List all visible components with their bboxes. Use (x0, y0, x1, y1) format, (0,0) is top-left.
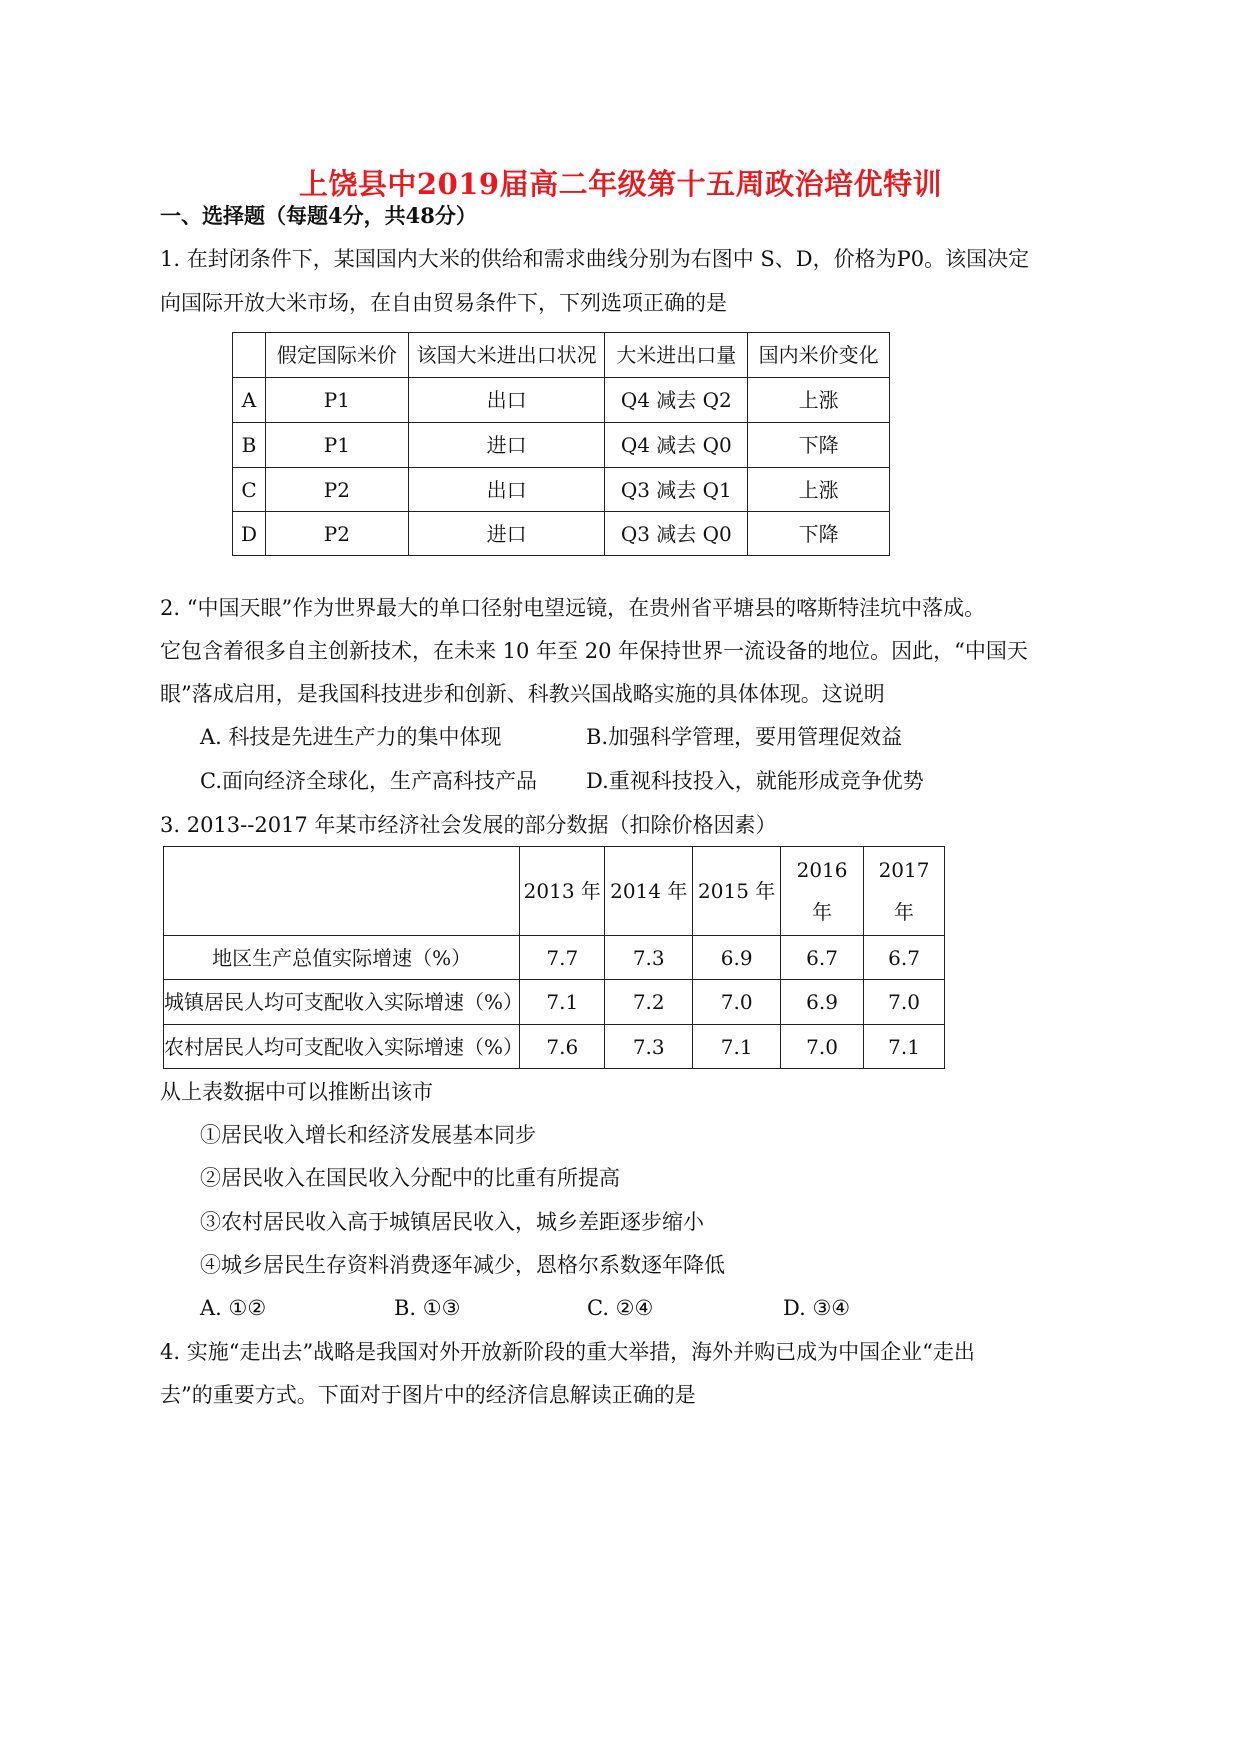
table-row (233, 512, 890, 556)
q1-header-cell: 假定国际米价 (265, 333, 408, 378)
q3-header-cell (781, 847, 864, 936)
q3-header-cell: 2015 年 (693, 847, 781, 936)
table-cell: 7.3 (605, 936, 693, 980)
q3-header-cell: 2013 年 (520, 847, 605, 936)
q2-option-b: B.加强科学管理，要用管理促效益 (586, 725, 903, 749)
table-row (164, 980, 945, 1025)
q3-item-4: ④城乡居民生存资料消费逐年减少，恩格尔系数逐年降低 (200, 1253, 725, 1277)
q2-line-3: 眼”落成启用，是我国科技进步和创新、科教兴国战略实施的具体体现。这说明 (160, 682, 885, 706)
q4-line-1: 4. 实施“走出去”战略是我国对外开放新阶段的重大举措，海外并购已成为中国企业“走出 (160, 1340, 975, 1364)
table-row (233, 378, 890, 423)
q3-option-d: D. ③④ (783, 1296, 851, 1320)
section-heading: 一、选择题（每题4分，共48分） (160, 203, 477, 228)
q1-header-cell: 大米进出口量 (605, 333, 748, 378)
table-row (233, 423, 890, 468)
q3-table (163, 846, 945, 1069)
table-cell: 上涨 (748, 378, 890, 423)
q3-option-a: A. ①② (200, 1296, 267, 1320)
row-label: 农村居民人均可支配收入实际增速（%） (164, 1025, 520, 1069)
q3-year-text: 2016 (796, 858, 848, 882)
table-cell: 出口 (408, 378, 605, 423)
table-cell: 出口 (408, 468, 605, 512)
table-cell: P2 (265, 468, 408, 512)
q3-year-text: 2017 (878, 858, 930, 882)
q3-item-1: ①居民收入增长和经济发展基本同步 (200, 1123, 536, 1147)
table-cell: 6.9 (781, 980, 864, 1025)
q3-year-text: 年 (894, 900, 915, 924)
q3-year-text: 年 (812, 900, 833, 924)
q3-item-3: ③农村居民收入高于城镇居民收入，城乡差距逐步缩小 (200, 1210, 704, 1234)
table-cell: Q4 减去 Q2 (605, 378, 748, 423)
q2-line-1: 2. “中国天眼”作为世界最大的单口径射电望远镜，在贵州省平塘县的喀斯特洼坑中落成。 (160, 596, 986, 620)
table-cell: 7.6 (520, 1025, 605, 1069)
table-cell: 7.1 (520, 980, 605, 1025)
table-cell: 进口 (408, 423, 605, 468)
q3-item-2: ②居民收入在国民收入分配中的比重有所提高 (200, 1166, 620, 1190)
q3-option-c: C. ②④ (587, 1296, 654, 1320)
q2-line-2: 它包含着很多自主创新技术，在未来 10 年至 20 年保持世界一流设备的地位。因此，“中国天 (160, 639, 1028, 663)
table-cell: 6.9 (693, 936, 781, 980)
table-cell: 7.0 (781, 1025, 864, 1069)
table-row (164, 936, 945, 980)
row-label: 地区生产总值实际增速（%） (164, 936, 520, 980)
q1-header-cell: 该国大米进出口状况 (408, 333, 605, 378)
table-cell: B (233, 423, 266, 468)
table-cell: 7.1 (864, 1025, 945, 1069)
table-cell: 上涨 (748, 468, 890, 512)
table-cell: A (233, 378, 266, 423)
q3-header-blank (164, 847, 520, 936)
table-cell: 6.7 (864, 936, 945, 980)
q3-header-cell (864, 847, 945, 936)
q1-line-1: 1. 在封闭条件下，某国国内大米的供给和需求曲线分别为右图中 S、D，价格为P0。该国决定 (160, 247, 1030, 271)
document-title: 上饶县中2019届高二年级第十五周政治培优特训 (298, 167, 943, 201)
q4-line-2: 去”的重要方式。下面对于图片中的经济信息解读正确的是 (160, 1383, 696, 1407)
table-cell: 7.7 (520, 936, 605, 980)
table-cell: 进口 (408, 512, 605, 556)
q1-table-header-row (233, 333, 890, 378)
table-cell: P2 (265, 512, 408, 556)
table-cell: 7.2 (605, 980, 693, 1025)
table-cell: 6.7 (781, 936, 864, 980)
table-row (164, 1025, 945, 1069)
q3-table-header-row (164, 847, 945, 936)
table-cell: 7.3 (605, 1025, 693, 1069)
table-cell: D (233, 512, 266, 556)
q2-option-d: D.重视科技投入，就能形成竞争优势 (586, 769, 924, 793)
table-cell: C (233, 468, 266, 512)
table-cell: P1 (265, 378, 408, 423)
table-cell: 下降 (748, 423, 890, 468)
q1-line-2: 向国际开放大米市场，在自由贸易条件下，下列选项正确的是 (160, 291, 727, 315)
q3-stem: 从上表数据中可以推断出该市 (160, 1080, 433, 1104)
row-label: 城镇居民人均可支配收入实际增速（%） (164, 980, 520, 1025)
q3-header-cell: 2014 年 (605, 847, 693, 936)
q3-line-1: 3. 2013--2017 年某市经济社会发展的部分数据（扣除价格因素） (160, 813, 777, 837)
q2-option-a: A. 科技是先进生产力的集中体现 (200, 725, 502, 749)
table-cell: Q4 减去 Q0 (605, 423, 748, 468)
table-cell: 7.0 (693, 980, 781, 1025)
q1-header-cell (233, 333, 266, 378)
table-cell: P1 (265, 423, 408, 468)
q3-option-b: B. ①③ (394, 1296, 461, 1320)
table-cell: Q3 减去 Q0 (605, 512, 748, 556)
table-cell: 7.0 (864, 980, 945, 1025)
q1-header-cell: 国内米价变化 (748, 333, 890, 378)
table-cell: 7.1 (693, 1025, 781, 1069)
table-row (233, 468, 890, 512)
q2-option-c: C.面向经济全球化，生产高科技产品 (200, 769, 537, 793)
q1-table (232, 332, 890, 556)
table-cell: Q3 减去 Q1 (605, 468, 748, 512)
table-cell: 下降 (748, 512, 890, 556)
